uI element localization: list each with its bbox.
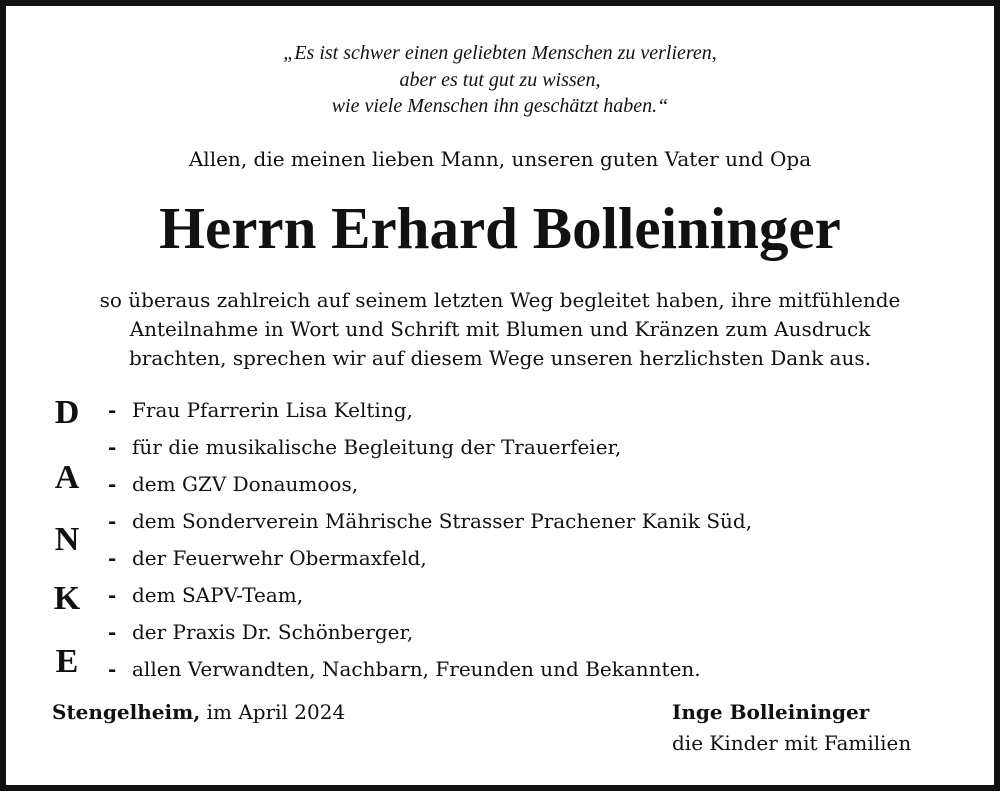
thanks-item-text: allen Verwandten, Nachbarn, Freunden und Bekannten. [132, 657, 701, 681]
thanks-list-item [108, 615, 413, 649]
danke-letter-d: D [54, 394, 80, 431]
notice-date: im April 2024 [206, 700, 346, 724]
dash-bullet: - [108, 583, 117, 607]
signature-block [672, 697, 911, 759]
thanks-item-text: der Praxis Dr. Schönberger, [132, 620, 414, 644]
quote-line: aber es tut gut zu wissen, [399, 68, 601, 91]
place-and-date [52, 697, 345, 727]
dash-bullet: - [108, 546, 117, 570]
dash-bullet: - [108, 657, 117, 681]
thanks-list-item [108, 467, 358, 501]
thanks-item-text: Frau Pfarrerin Lisa Kelting, [132, 398, 413, 422]
paragraph-line: so überaus zahlreich auf seinem letzten Weg begleitet haben, ihre mitfühlende [99, 288, 901, 312]
memorial-quote [0, 40, 1000, 120]
thanks-list-item [108, 393, 413, 427]
danke-letter-k: K [53, 580, 81, 617]
quote-line: wie viele Menschen ihn geschätzt haben.“ [331, 95, 669, 117]
paragraph-line: Anteilnahme in Wort und Schrift mit Blumen und Kränzen zum Ausdruck [129, 317, 871, 341]
signer-family: die Kinder mit Familien [672, 731, 912, 755]
thanks-item-text: für die musikalische Begleitung der Trauerfeier, [132, 435, 622, 459]
intro-text: Allen, die meinen lieben Mann, unseren guten Vater und Opa [188, 147, 812, 171]
thanks-list-item [108, 541, 427, 575]
deceased-name: Herrn Erhard Bolleininger [159, 195, 841, 261]
dash-bullet: - [108, 509, 117, 533]
danke-letter-e: E [55, 643, 79, 680]
danke-letter-n: N [54, 521, 80, 558]
signer-name: Inge Bolleininger [672, 700, 870, 724]
dash-bullet: - [108, 435, 117, 459]
thanks-list-item [108, 578, 303, 612]
thanks-item-text: der Feuerwehr Obermaxfeld, [132, 546, 427, 570]
dash-bullet: - [108, 398, 117, 422]
dash-bullet: - [108, 472, 117, 496]
place-name: Stengelheim, [52, 700, 201, 724]
danke-letter-a: A [54, 459, 80, 496]
dash-bullet: - [108, 620, 117, 644]
quote-line: „Es ist schwer einen geliebten Menschen zu verlieren, [283, 42, 717, 64]
thanks-list-item [108, 504, 752, 538]
thanks-list-item [108, 430, 621, 464]
thanks-item-text: dem Sonderverein Mährische Strasser Prachener Kanik Süd, [132, 509, 753, 533]
paragraph-line: brachten, sprechen wir auf diesem Wege unseren herzlichsten Dank aus. [129, 346, 871, 370]
thanks-item-text: dem GZV Donaumoos, [132, 472, 359, 496]
thanks-item-text: dem SAPV-Team, [132, 583, 304, 607]
thanks-list-item [108, 652, 701, 686]
thanks-paragraph [0, 286, 1000, 373]
